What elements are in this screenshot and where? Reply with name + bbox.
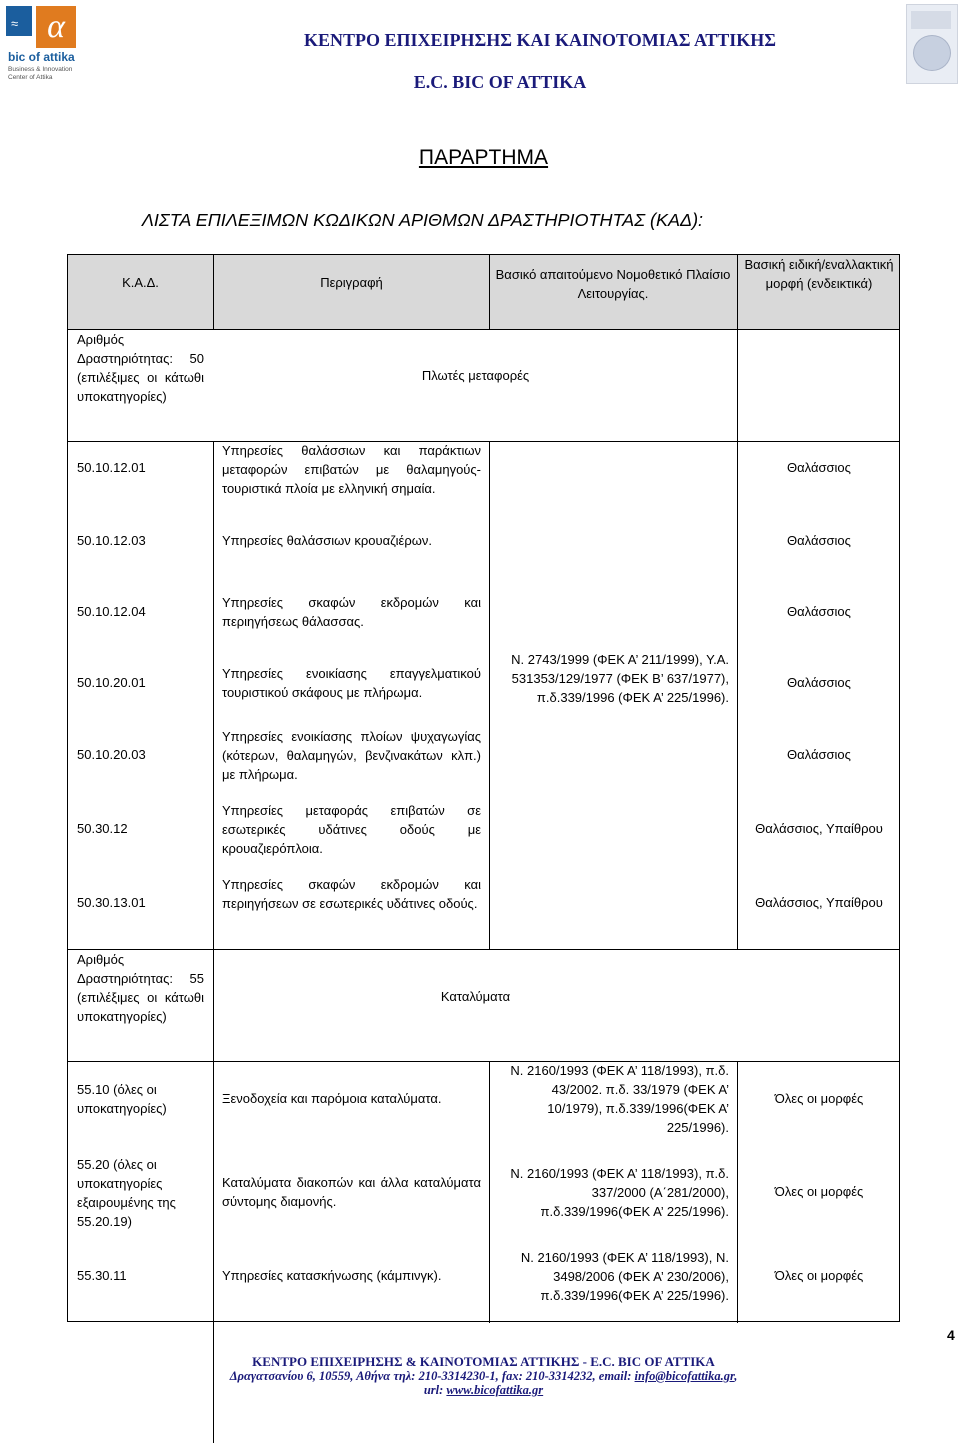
table-row-code: 50.10.12.01: [77, 460, 146, 475]
footer-url-link[interactable]: www.bicofattika.gr: [446, 1383, 544, 1397]
eu-bic-badge: [906, 4, 958, 84]
table-row-desc: Υπηρεσίες θαλάσσιων κρουαζιέρων.: [222, 533, 432, 548]
table-vline: [489, 441, 490, 949]
fish-icon: ≈: [11, 16, 19, 31]
table-vline: [213, 441, 214, 1443]
footer-address: Δραγατσανίου 6, 10559, Αθήνα τηλ: 210-3314230-1, fax: 210-3314232, email:: [229, 1369, 635, 1383]
header-subtitle: Ε.C. BIC OF ATTIKA: [413, 72, 587, 92]
table-row-code: 50.10.12.03: [77, 533, 146, 548]
table-row-form: Θαλάσσιος: [787, 533, 851, 548]
footer-comma: ,: [734, 1369, 738, 1383]
table-row-legal: Ν. 2160/1993 (ΦΕΚ Α’ 118/1993), π.δ. 43/2002. π.δ. 33/1979 (ΦΕΚ Α’ 10/1979), π.δ.339/1996(ΦΕΚ Α’ 225/1996).: [510, 1063, 729, 1135]
header-title: ΚΕΝΤΡΟ ΕΠΙΧΕΙΡΗΣΗΣ ΚΑΙ ΚΑΙΝΟΤΟΜΙΑΣ ΑΤΤΙΚΗΣ: [303, 30, 777, 50]
table-row-desc: Καταλύματα διακοπών και άλλα καταλύματα σύντομης διαμονής.: [222, 1175, 481, 1209]
kad-table: [67, 254, 900, 1322]
table-row-code: 55.10 (όλες οι υποκατηγορίες): [77, 1082, 167, 1116]
col-header-kad: Κ.Α.Δ.: [122, 275, 159, 290]
page-number: 4: [947, 1327, 955, 1343]
annex-title: ΠΑΡΑΡΤΗΜΑ: [418, 146, 549, 169]
table-row-desc: Υπηρεσίες θαλάσσιων και παράκτιων μεταφορών επιβατών με θαλαμηγούς-τουριστικά πλοία με ελληνική σημαία.: [222, 443, 481, 496]
table-vline: [489, 255, 490, 329]
logo-subtitle-line2: Center of Attika: [8, 74, 53, 81]
table-row-code: 55.20 (όλες οι υποκατηγορίες εξαιρουμένης της 55.20.19): [77, 1157, 176, 1229]
table-row-form: Όλες οι μορφές: [774, 1268, 864, 1283]
table-hline: [68, 1061, 899, 1062]
table-row-legal: Ν. 2160/1993 (ΦΕΚ Α’ 118/1993), π.δ. 337/2000 (Α΄281/2000), π.δ.339/1996(ΦΕΚ Α’ 225/1996).: [510, 1166, 729, 1219]
table-row-form: Όλες οι μορφές: [774, 1184, 864, 1199]
table-row-desc: Υπηρεσίες μεταφοράς επιβατών σε εσωτερικές υδάτινες οδούς με κρουαζιερόπλοια.: [222, 803, 481, 856]
table-row-form: Θαλάσσιος: [787, 747, 851, 762]
table-row-desc: Υπηρεσίες ενοικίασης πλοίων ψυχαγωγίας (κότερων, θαλαμηγών, βενζινακάτων κλπ.) με πλήρωμα.: [222, 729, 481, 782]
logo-name: bic of attika: [8, 50, 75, 64]
table-row-form: Θαλάσσιος: [787, 675, 851, 690]
table-row-code: 55.30.11: [77, 1268, 127, 1283]
section-55-label: Αριθμός Δραστηριότητας: 55 (επιλέξιμες οι κάτωθι υποκατηγορίες): [77, 952, 204, 1024]
table-vline: [737, 255, 738, 949]
section-50-label: Αριθμός Δραστηριότητας: 50 (επιλέξιμες οι κάτωθι υποκατηγορίες): [77, 332, 204, 404]
list-title: ΛΙΣΤΑ ΕΠΙΛΕΞΙΜΩΝ ΚΩΔΙΚΩΝ ΑΡΙΘΜΩΝ ΔΡΑΣΤΗΡΙΟΤΗΤΑΣ (ΚΑΔ):: [141, 210, 704, 230]
table-row-desc: Υπηρεσίες ενοικίασης επαγγελματικού τουριστικού σκάφους με πλήρωμα.: [222, 666, 481, 700]
table-row-code: 50.10.20.03: [77, 747, 146, 762]
footer-contact: [0, 1369, 960, 1384]
table-row-code: 50.30.12: [77, 821, 128, 836]
badge-banner: [911, 11, 951, 29]
table-row-form: Θαλάσσιος: [787, 604, 851, 619]
bic-logo: [4, 6, 78, 80]
table-row-desc: Υπηρεσίες σκαφών εκδρομών και περιηγήσεων σε εσωτερικές υδάτινες οδούς.: [222, 877, 481, 911]
footer-email-link[interactable]: info@bicofattika.gr: [634, 1369, 735, 1383]
section-55-title: Καταλύματα: [440, 989, 511, 1004]
col-header-legal-framework: Βασικό απαιτούμενο Νομοθετικό Πλαίσιο Λειτουργίας.: [495, 267, 731, 301]
logo-alpha-block: α: [36, 6, 76, 48]
table-vline: [213, 255, 214, 329]
section-50-title: Πλωτές μεταφορές: [421, 368, 530, 383]
footer-url: [0, 1383, 960, 1398]
table-row-form: Θαλάσσιος: [787, 460, 851, 475]
table-row-desc: Υπηρεσίες σκαφών εκδρομών και περιηγήσεως θάλασσας.: [222, 595, 481, 629]
table-hline: [68, 441, 899, 442]
logo-subtitle: [8, 66, 72, 82]
col-header-form: Βασική ειδική/εναλλακτική μορφή (ενδεικτικά): [744, 257, 894, 291]
table-row-form: Όλες οι μορφές: [774, 1091, 864, 1106]
legal-framework-50: Ν. 2743/1999 (ΦΕΚ Α’ 211/1999), Υ.Α. 531353/129/1977 (ΦΕΚ Β’ 637/1977), π.δ.339/1996 (ΦΕΚ Α’ 225/1996).: [511, 652, 729, 705]
table-vline: [489, 1061, 490, 1323]
logo-fish-block: [6, 6, 32, 36]
table-row-code: 50.10.12.04: [77, 604, 146, 619]
logo-subtitle-line1: Business & Innovation: [8, 66, 73, 73]
table-row-form: Θαλάσσιος, Υπαίθρου: [755, 895, 883, 910]
table-row-desc: Υπηρεσίες κατασκήνωσης (κάμπινγκ).: [222, 1268, 442, 1283]
table-row-legal: Ν. 2160/1993 (ΦΕΚ Α’ 118/1993), Ν. 3498/2006 (ΦΕΚ Α’ 230/2006), π.δ.339/1996(ΦΕΚ Α’ 225/1996).: [520, 1250, 729, 1303]
table-vline: [737, 1061, 738, 1323]
table-row-form: Θαλάσσιος, Υπαίθρου: [755, 821, 883, 836]
table-row-desc: Ξενοδοχεία και παρόμοια καταλύματα.: [222, 1091, 442, 1106]
footer-org-name: ΚΕΝΤΡΟ ΕΠΙΧΕΙΡΗΣΗΣ & ΚΑΙΝΟΤΟΜΙΑΣ ΑΤΤΙΚΗΣ - Ε.C. BIC OF ATTIKA: [252, 1354, 715, 1369]
footer-url-label: url:: [423, 1383, 447, 1397]
badge-seal-icon: [913, 35, 951, 71]
table-row-code: 50.10.20.01: [77, 675, 146, 690]
col-header-description: Περιγραφή: [320, 275, 383, 290]
table-row-code: 50.30.13.01: [77, 895, 146, 910]
